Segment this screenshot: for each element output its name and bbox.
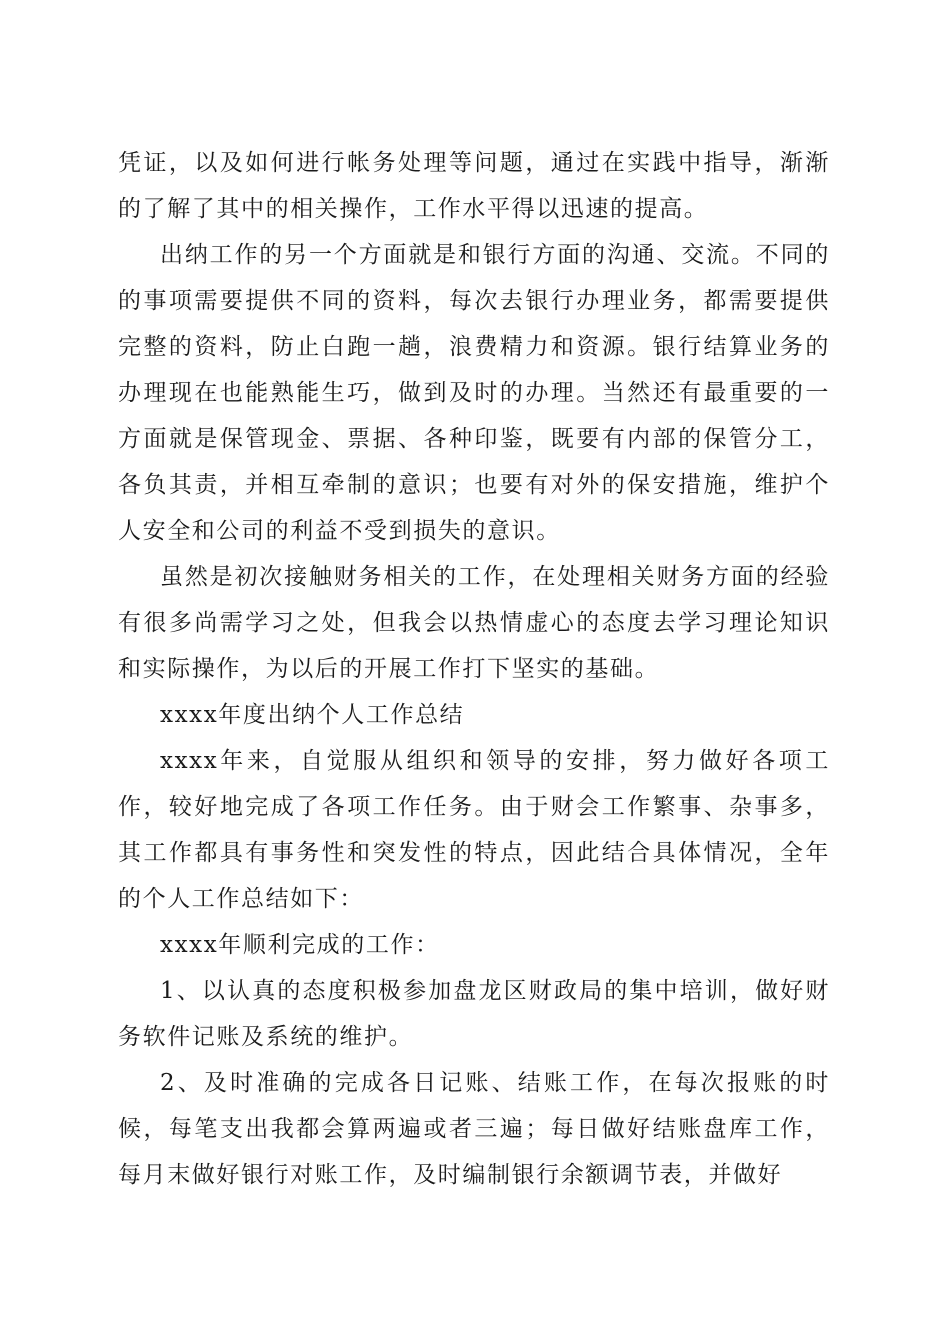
list-item-1: 1、以认真的态度积极参加盘龙区财政局的集中培训，做好财务软件记账及系统的维护。 <box>118 978 830 1050</box>
paragraph-2: 出纳工作的另一个方面就是和银行方面的沟通、交流。不同的的事项需要提供不同的资料，每次去银行办理业务，都需要提供完整的资料，防止白跑一趟，浪费精力和资源。银行结算业务的办理现在也能熟能生巧，做到及时的办理。当然还有最重要的一方面就是保管现金、票据、各种印鉴，既要有内部的保管分工，各负其责，并相互牵制的意识；也要有对外的保安措施，维护个人安全和公司的利益不受到损失的意识。 <box>118 242 830 544</box>
section-title: xxxx年度出纳个人工作总结 <box>160 702 465 728</box>
list-item-2: 2、及时准确的完成各日记账、结账工作，在每次报账的时候，每笔支出我都会算两遍或者三遍；每日做好结账盘库工作，每月末做好银行对账工作，及时编制银行余额调节表，并做好 <box>118 1070 830 1188</box>
paragraph-4: xxxx年来，自觉服从组织和领导的安排，努力做好各项工作，较好地完成了各项工作任务。由于财会工作繁事、杂事多，其工作都具有事务性和突发性的特点，因此结合具体情况，全年的个人工作总结如下： <box>118 748 830 912</box>
paragraph-1: 凭证，以及如何进行帐务处理等问题，通过在实践中指导，渐渐的了解了其中的相关操作，工作水平得以迅速的提高。 <box>118 150 830 222</box>
subheading-completed-work: xxxx年顺利完成的工作： <box>160 932 440 958</box>
paragraph-3: 虽然是初次接触财务相关的工作，在处理相关财务方面的经验有很多尚需学习之处，但我会以热情虚心的态度去学习理论知识和实际操作，为以后的开展工作打下坚实的基础。 <box>118 564 830 682</box>
document-page <box>118 140 830 1198</box>
